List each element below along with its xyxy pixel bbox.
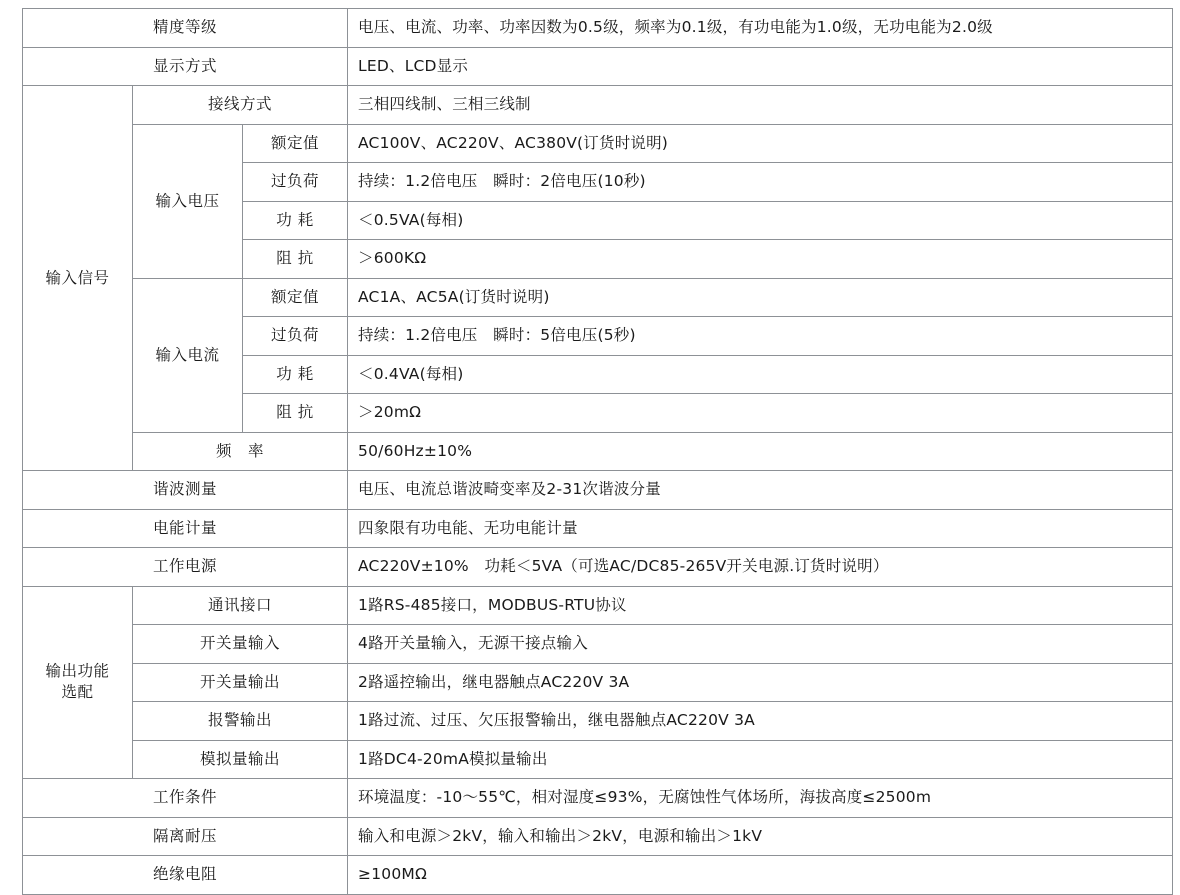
row-label-working-power: 工作电源 xyxy=(23,548,348,587)
row-value-switch-input: 4路开关量输入，无源干接点输入 xyxy=(348,625,1173,664)
row-label-comm-interface: 通讯接口 xyxy=(133,586,348,625)
row-value-working-conditions: 环境温度：-10～55℃，相对湿度≤93%，无腐蚀性气体场所，海拔高度≤2500m xyxy=(348,779,1173,818)
table-row xyxy=(23,779,1173,818)
row-value-frequency: 50/60Hz±10% xyxy=(348,432,1173,471)
table-row xyxy=(23,86,1173,125)
row-label-current-impedance: 阻 抗 xyxy=(243,394,348,433)
table-row xyxy=(23,432,1173,471)
row-label-switch-output: 开关量输出 xyxy=(133,663,348,702)
row-label-voltage-impedance: 阻 抗 xyxy=(243,240,348,279)
table-row xyxy=(23,702,1173,741)
row-label-current-overload: 过负荷 xyxy=(243,317,348,356)
row-label-output-function xyxy=(23,586,133,779)
table-row xyxy=(23,625,1173,664)
row-label-current-power: 功 耗 xyxy=(243,355,348,394)
table-row xyxy=(23,856,1173,895)
table-row xyxy=(23,817,1173,856)
row-value-display-mode: LED、LCD显示 xyxy=(348,47,1173,86)
row-value-energy-metering: 四象限有功电能、无功电能计量 xyxy=(348,509,1173,548)
row-value-current-power: ＜0.4VA(每相) xyxy=(348,355,1173,394)
table-row xyxy=(23,278,1173,317)
row-value-switch-output: 2路遥控输出，继电器触点AC220V 3A xyxy=(348,663,1173,702)
table-row xyxy=(23,509,1173,548)
row-label-wiring-mode: 接线方式 xyxy=(133,86,348,125)
row-value-working-power: AC220V±10% 功耗＜5VA（可选AC/DC85-265V开关电源.订货时说明） xyxy=(348,548,1173,587)
row-label-voltage-overload: 过负荷 xyxy=(243,163,348,202)
specification-table xyxy=(22,8,1173,895)
row-label-insulation-resistance: 绝缘电阻 xyxy=(23,856,348,895)
row-label-input-voltage: 输入电压 xyxy=(133,124,243,278)
row-value-analog-output: 1路DC4-20mA模拟量输出 xyxy=(348,740,1173,779)
row-label-display-mode: 显示方式 xyxy=(23,47,348,86)
row-label-harmonic-measurement: 谐波测量 xyxy=(23,471,348,510)
table-row xyxy=(23,663,1173,702)
row-label-analog-output: 模拟量输出 xyxy=(133,740,348,779)
row-value-comm-interface: 1路RS-485接口，MODBUS-RTU协议 xyxy=(348,586,1173,625)
table-row xyxy=(23,740,1173,779)
row-value-voltage-rated: AC100V、AC220V、AC380V(订货时说明) xyxy=(348,124,1173,163)
row-label-energy-metering: 电能计量 xyxy=(23,509,348,548)
table-row xyxy=(23,47,1173,86)
table-row xyxy=(23,548,1173,587)
row-label-current-rated: 额定值 xyxy=(243,278,348,317)
row-value-accuracy-class: 电压、电流、功率、功率因数为0.5级，频率为0.1级，有功电能为1.0级，无功电能为2.0级 xyxy=(348,9,1173,48)
row-label-switch-input: 开关量输入 xyxy=(133,625,348,664)
row-label-voltage-rated: 额定值 xyxy=(243,124,348,163)
table-row xyxy=(23,586,1173,625)
row-label-alarm-output: 报警输出 xyxy=(133,702,348,741)
row-label-input-current: 输入电流 xyxy=(133,278,243,432)
row-value-alarm-output: 1路过流、过压、欠压报警输出，继电器触点AC220V 3A xyxy=(348,702,1173,741)
row-label-accuracy-class: 精度等级 xyxy=(23,9,348,48)
row-value-voltage-impedance: ＞600KΩ xyxy=(348,240,1173,279)
row-value-current-impedance: ＞20mΩ xyxy=(348,394,1173,433)
row-value-wiring-mode: 三相四线制、三相三线制 xyxy=(348,86,1173,125)
row-value-isolation-voltage: 输入和电源＞2kV，输入和输出＞2kV，电源和输出＞1kV xyxy=(348,817,1173,856)
row-value-voltage-overload: 持续：1.2倍电压 瞬时：2倍电压(10秒) xyxy=(348,163,1173,202)
output-function-label-line2: 选配 xyxy=(61,683,94,702)
output-function-label-line1: 输出功能 xyxy=(45,662,110,681)
row-value-voltage-power: ＜0.5VA(每相) xyxy=(348,201,1173,240)
row-value-harmonic-measurement: 电压、电流总谐波畸变率及2-31次谐波分量 xyxy=(348,471,1173,510)
row-value-current-overload: 持续：1.2倍电压 瞬时：5倍电压(5秒) xyxy=(348,317,1173,356)
row-label-input-signal: 输入信号 xyxy=(23,86,133,471)
row-label-frequency: 频 率 xyxy=(133,432,348,471)
row-label-isolation-voltage: 隔离耐压 xyxy=(23,817,348,856)
row-value-insulation-resistance: ≥100MΩ xyxy=(348,856,1173,895)
table-row xyxy=(23,124,1173,163)
row-label-working-conditions: 工作条件 xyxy=(23,779,348,818)
row-value-current-rated: AC1A、AC5A(订货时说明) xyxy=(348,278,1173,317)
table-row xyxy=(23,471,1173,510)
row-label-voltage-power: 功 耗 xyxy=(243,201,348,240)
table-row xyxy=(23,9,1173,48)
